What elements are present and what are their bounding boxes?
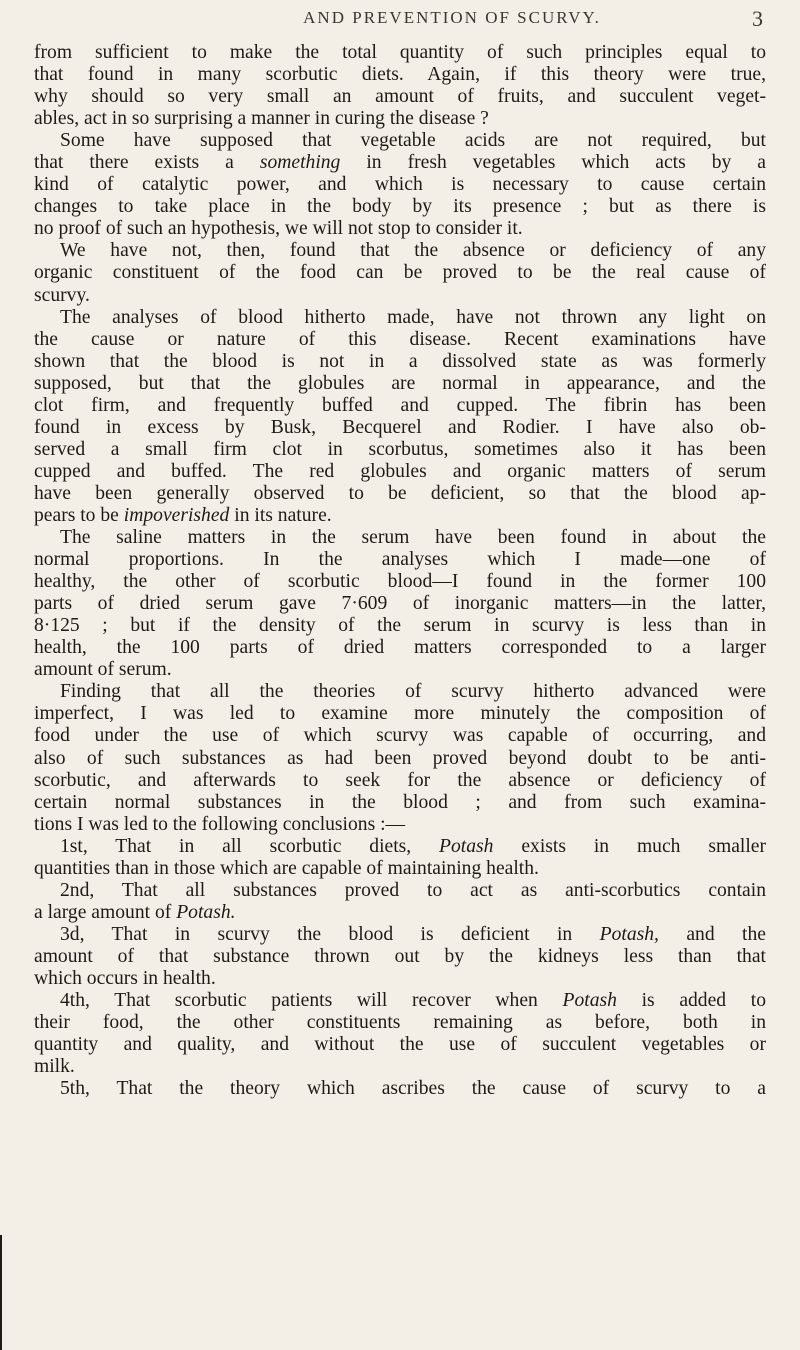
running-head [0, 8, 800, 34]
text-line: imperfect, I was led to examine more minutely the composition of [34, 703, 766, 725]
text-line: 4th, That scorbutic patients will recover when Potash is added to [60, 990, 766, 1012]
text-line: kind of catalytic power, and which is necessary to cause certain [34, 174, 766, 196]
page-number: 3 [752, 6, 763, 31]
text-line: organic constituent of the food can be proved to be the real cause of [34, 262, 766, 284]
text-line: 2nd, That all substances proved to act as anti-scorbutics contain [60, 879, 766, 901]
body-text [34, 42, 766, 1100]
text-line: no proof of such an hypothesis, we will not stop to consider it. [34, 218, 523, 240]
text-line: 5th, That the theory which ascribes the cause of scurvy to a [60, 1078, 766, 1100]
text-line: found in excess by Busk, Becquerel and Rodier. I have also ob- [34, 416, 766, 438]
text-line: normal proportions. In the analyses which I made—one of [34, 549, 766, 571]
text-line: ables, act in so surprising a manner in curing the disease ? [34, 108, 489, 130]
text-line: changes to take place in the body by its presence ; but as there is [34, 196, 766, 218]
italic-term: something [259, 152, 341, 174]
text-line: clot firm, and frequently buffed and cupped. The fibrin has been [34, 394, 766, 416]
text-line: 1st, That in all scorbutic diets, Potash exists in much smaller [60, 835, 766, 857]
text-line: that found in many scorbutic diets. Again, if this theory were true, [34, 64, 766, 86]
text-line: parts of dried serum gave 7·609 of inorganic matters—in the latter, [34, 593, 766, 615]
text-line: cupped and buffed. The red globules and organic matters of serum [34, 460, 766, 482]
text-line: which occurs in health. [34, 967, 216, 989]
text-line: scurvy. [34, 284, 90, 306]
italic-term: Potash, [599, 923, 659, 945]
text-line: We have not, then, found that the absence or deficiency of any [60, 240, 766, 262]
italic-term: Potash [439, 835, 494, 857]
text-line: pears to be impoverished in its nature. [34, 504, 332, 526]
italic-term: impoverished [123, 504, 230, 526]
text-line: certain normal substances in the blood ; and from such examina- [34, 791, 766, 813]
text-line: 3d, That in scurvy the blood is deficient in Potash, and the [60, 923, 766, 945]
text-line: scorbutic, and afterwards to seek for the absence or deficiency of [34, 769, 766, 791]
text-line: their food, the other constituents remaining as before, both in [34, 1012, 766, 1034]
text-line: from sufficient to make the total quantity of such principles equal to [34, 42, 766, 63]
text-line: Finding that all the theories of scurvy hitherto advanced were [60, 681, 766, 703]
text-line: quantity and quality, and without the use of succulent vegetables or [34, 1034, 766, 1056]
text-line: supposed, but that the globules are normal in appearance, and the [34, 372, 766, 394]
text-line: why should so very small an amount of fruits, and succulent veget- [34, 86, 766, 108]
text-line: Some have supposed that vegetable acids are not required, but [60, 130, 766, 152]
text-line: milk. [34, 1056, 75, 1078]
text-line: tions I was led to the following conclusions :— [34, 813, 406, 835]
text-line: amount of that substance thrown out by the kidneys less than that [34, 945, 766, 967]
text-line: health, the 100 parts of dried matters corresponded to a larger [34, 637, 766, 659]
text-line: that there exists a something in fresh vegetables which acts by a [34, 152, 766, 174]
text-line: quantities than in those which are capable of maintaining health. [34, 857, 539, 879]
italic-term: Potash. [176, 901, 236, 923]
text-line: The saline matters in the serum have been found in about the [60, 527, 766, 549]
text-line: amount of serum. [34, 659, 172, 681]
text-line: healthy, the other of scorbutic blood—I found in the former 100 [34, 571, 766, 593]
text-line: the cause or nature of this disease. Recent examinations have [34, 328, 766, 350]
text-line: also of such substances as had been proved beyond doubt to be anti- [34, 747, 766, 769]
italic-term: Potash [562, 990, 617, 1012]
text-line: have been generally observed to be deficient, so that the blood ap- [34, 482, 766, 504]
running-title: AND PREVENTION OF SCURVY. [303, 8, 601, 27]
text-line: a large amount of Potash. [34, 901, 236, 923]
text-line: shown that the blood is not in a dissolved state as was formerly [34, 350, 766, 372]
page-edge-mark [0, 1235, 2, 1350]
text-line: 8·125 ; but if the density of the serum in scurvy is less than in [34, 615, 766, 637]
text-line: served a small firm clot in scorbutus, sometimes also it has been [34, 438, 766, 460]
text-line: The analyses of blood hitherto made, have not thrown any light on [60, 306, 766, 328]
text-line: food under the use of which scurvy was capable of occurring, and [34, 725, 766, 747]
